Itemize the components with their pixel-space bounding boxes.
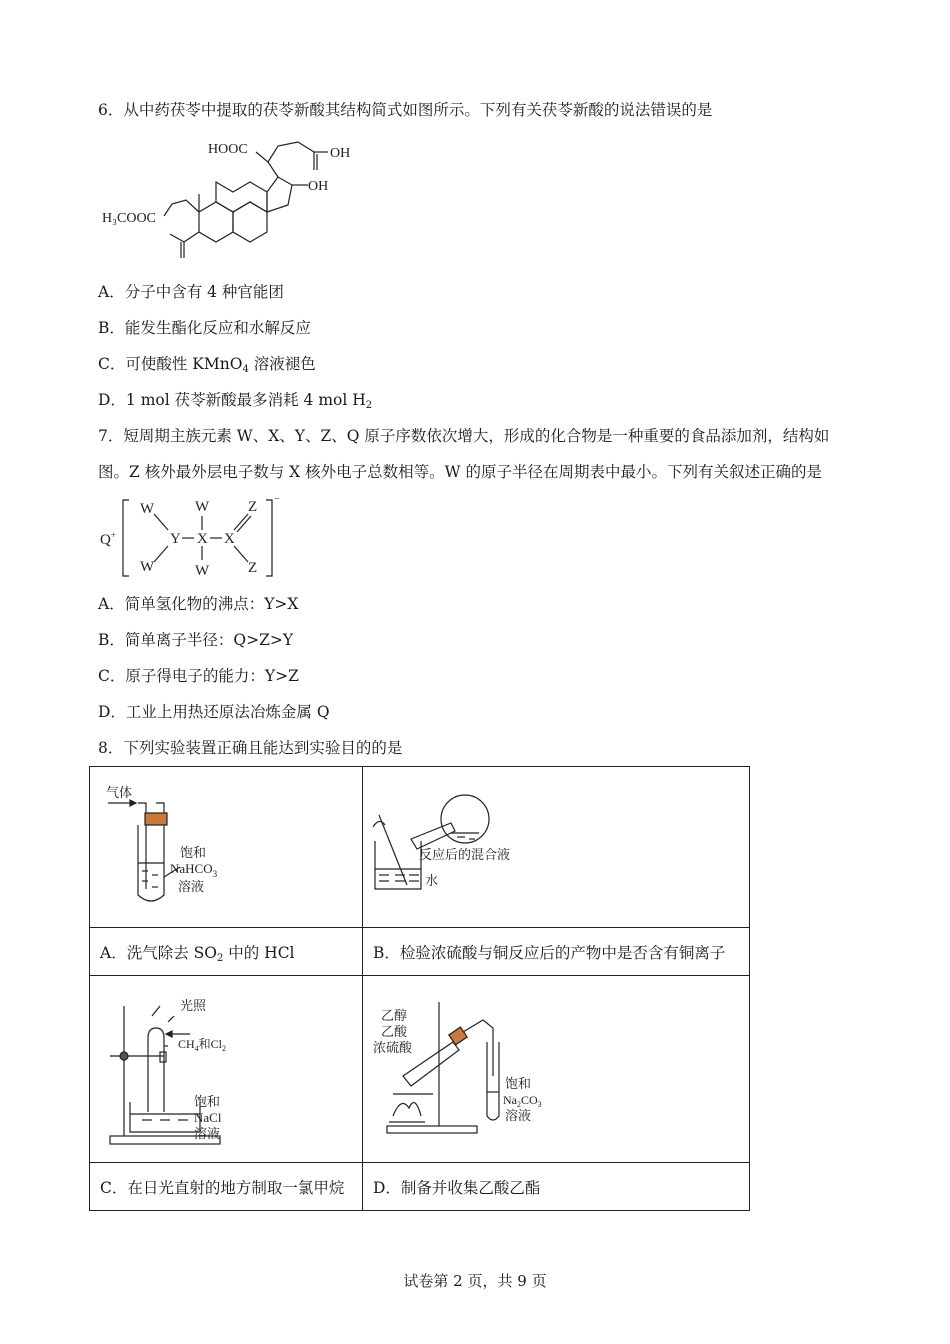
q6-option-c: C．可使酸性 KMnO$_4$ 溶液褪色	[98, 355, 316, 375]
b-label-mixture: 反应后的混合液	[419, 847, 511, 862]
a-label-saturated: 饱和	[180, 845, 207, 860]
q6-stem: 6．从中药茯苓中提取的茯苓新酸其结构简式如图所示。下列有关茯苓新酸的说法错误的是	[98, 101, 713, 119]
d-label-saturated: 饱和	[505, 1076, 532, 1091]
d-label-reagent: $Na_2CO_3$	[503, 1093, 542, 1109]
q8-caption-c: C．在日光直射的地方制取一氯甲烷	[90, 1163, 363, 1211]
c-label-reagent: NaCl	[194, 1110, 222, 1125]
q7-y-label: Y	[170, 531, 181, 547]
d-reagent-ethanol: 乙醇	[381, 1008, 408, 1023]
q8-caption-b: B．检验浓硫酸与铜反应后的产物中是否含有铜离子	[363, 928, 750, 976]
q7-w-label: W	[195, 563, 210, 579]
a-gas-label: 气体	[106, 785, 133, 800]
c-label-saturated: 饱和	[194, 1094, 221, 1109]
q6-option-b: B．能发生酯化反应和水解反应	[98, 319, 311, 337]
q7-stem-line1: 7．短周期主族元素 W、X、Y、Z、Q 原子序数依次增大，形成的化合物是一种重要的食品添加剂，结构如	[98, 427, 830, 445]
c-gas-label: $CH_4$和$Cl_2$	[178, 1037, 227, 1053]
q6-option-a: A．分子中含有 4 种官能团	[98, 283, 284, 301]
a-label-reagent: NaHCO$_3$	[170, 861, 218, 879]
q6-option-d: D．1 mol 茯苓新酸最多消耗 4 mol $H_2$	[98, 391, 373, 411]
q7-option-c: C．原子得电子的能力：Y>Z	[98, 667, 299, 685]
q6-oh-mid-label: OH	[308, 179, 329, 194]
q6-oh-top-label: OH	[330, 146, 351, 161]
q8-apparatus-table	[89, 766, 750, 1211]
q8-apparatus-d	[363, 976, 750, 1163]
page-footer: 试卷第 2 页，共 9 页	[403, 1272, 547, 1290]
q8-stem: 8．下列实验装置正确且能达到实验目的的是	[98, 739, 403, 757]
q7-q-label: Q+	[100, 530, 116, 548]
q7-option-d: D．工业上用热还原法冶炼金属 Q	[98, 703, 330, 721]
q7-charge-label: −	[274, 494, 280, 505]
d-reagent-acetic-acid: 乙酸	[381, 1024, 408, 1039]
q8-apparatus-a	[90, 767, 363, 928]
q7-structure-diagram	[96, 494, 296, 582]
q7-stem-line2: 图。Z 核外最外层电子数与 X 核外电子总数相等。W 的原子半径在周期表中最小。下列有关叙述正确的是	[98, 463, 822, 481]
q7-w-label: W	[140, 559, 155, 575]
q8-apparatus-b	[363, 767, 750, 928]
q7-x-label: X	[224, 531, 235, 547]
q8-caption-d: D．制备并收集乙酸乙酯	[363, 1163, 750, 1211]
q7-option-b: B．简单离子半径：Q>Z>Y	[98, 631, 294, 649]
q7-z-label: Z	[248, 499, 258, 515]
q7-w-label: W	[140, 501, 155, 517]
c-light-label: 光照	[180, 998, 207, 1013]
q6-hooc-label: HOOC	[208, 142, 248, 157]
q6-ester-label: H₃COOC	[102, 211, 156, 226]
b-label-water: 水	[425, 873, 439, 888]
a-label-solution: 溶液	[178, 879, 205, 894]
q7-w-label: W	[195, 499, 210, 515]
d-reagent-sulfuric-acid: 浓硫酸	[373, 1040, 413, 1055]
q8-apparatus-c	[90, 976, 363, 1163]
q6-structure-diagram	[96, 130, 366, 265]
q7-option-a: A．简单氢化物的沸点：Y>X	[98, 595, 299, 613]
q8-caption-a: A．洗气除去 $SO_2$ 中的 HCl	[90, 928, 363, 976]
q7-x-label: X	[197, 531, 208, 547]
q7-z-label: Z	[248, 560, 258, 576]
c-label-solution: 溶液	[194, 1126, 221, 1141]
d-label-solution: 溶液	[505, 1108, 532, 1123]
